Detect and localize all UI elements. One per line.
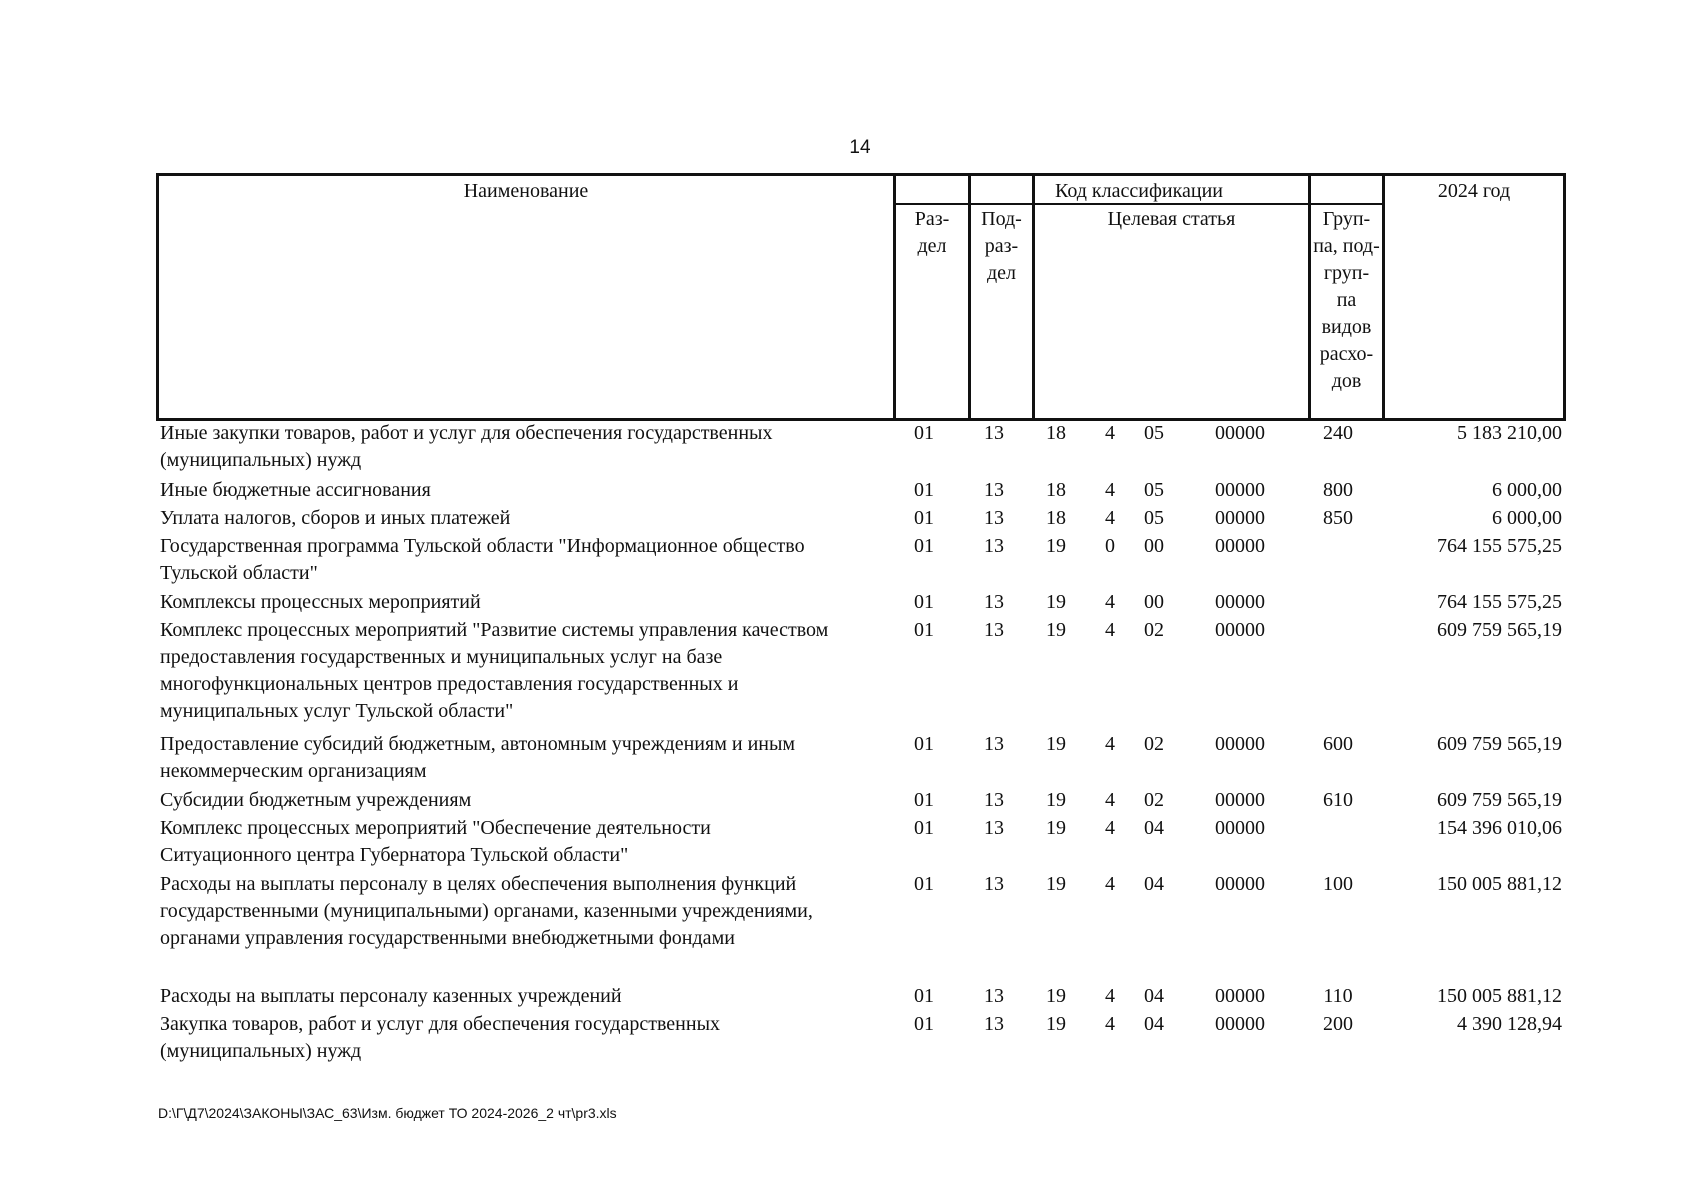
row-section: 01: [914, 985, 934, 1007]
row-subsection: 13: [984, 479, 1004, 501]
row-subsection: 13: [984, 789, 1004, 811]
header-subsection: Под- раз- дел: [981, 208, 1022, 284]
row-target-direction: 00000: [1215, 733, 1265, 755]
row-target-program: 19: [1046, 789, 1066, 811]
row-amount: 764 155 575,25: [1437, 591, 1562, 613]
row-target-program: 19: [1046, 733, 1066, 755]
row-target-direction: 00000: [1215, 817, 1265, 839]
row-target-type: 4: [1105, 422, 1115, 444]
row-amount: 609 759 565,19: [1437, 733, 1562, 755]
row-group: 800: [1323, 479, 1353, 501]
row-section: 01: [914, 789, 934, 811]
row-target-element: 05: [1144, 479, 1164, 501]
row-section: 01: [914, 535, 934, 557]
row-target-element: 05: [1144, 507, 1164, 529]
row-group: 610: [1323, 789, 1353, 811]
row-target-type: 0: [1105, 535, 1115, 557]
row-subsection: 13: [984, 507, 1004, 529]
row-group: 100: [1323, 873, 1353, 895]
row-target-element: 05: [1144, 422, 1164, 444]
row-target-direction: 00000: [1215, 507, 1265, 529]
row-target-program: 19: [1046, 535, 1066, 557]
row-target-type: 4: [1105, 817, 1115, 839]
row-amount: 609 759 565,19: [1437, 789, 1562, 811]
row-target-element: 04: [1144, 817, 1164, 839]
row-section: 01: [914, 619, 934, 641]
row-subsection: 13: [984, 535, 1004, 557]
row-target-direction: 00000: [1215, 1013, 1265, 1035]
row-target-element: 04: [1144, 1013, 1164, 1035]
row-section: 01: [914, 422, 934, 444]
row-target-direction: 00000: [1215, 479, 1265, 501]
row-target-element: 04: [1144, 873, 1164, 895]
row-amount: 4 390 128,94: [1457, 1013, 1562, 1035]
row-target-direction: 00000: [1215, 535, 1265, 557]
row-amount: 6 000,00: [1492, 507, 1562, 529]
row-group: 200: [1323, 1013, 1353, 1035]
row-target-program: 19: [1046, 817, 1066, 839]
row-group: 110: [1323, 985, 1353, 1007]
row-target-direction: 00000: [1215, 789, 1265, 811]
row-group: 850: [1323, 507, 1353, 529]
row-name: Субсидии бюджетным учреждениям: [160, 789, 472, 811]
row-subsection: 13: [984, 817, 1004, 839]
row-target-type: 4: [1105, 479, 1115, 501]
row-target-type: 4: [1105, 619, 1115, 641]
row-target-type: 4: [1105, 591, 1115, 613]
row-target-program: 18: [1046, 507, 1066, 529]
row-subsection: 13: [984, 619, 1004, 641]
divider: [1382, 176, 1385, 418]
row-name: Иные бюджетные ассигнования: [160, 479, 431, 501]
row-target-element: 00: [1144, 591, 1164, 613]
row-target-program: 19: [1046, 591, 1066, 613]
header-section: Раз- дел: [914, 208, 950, 257]
row-target-type: 4: [1105, 789, 1115, 811]
row-target-type: 4: [1105, 733, 1115, 755]
row-amount: 5 183 210,00: [1457, 422, 1562, 444]
row-subsection: 13: [984, 985, 1004, 1007]
row-name: Закупка товаров, работ и услуг для обеспечения государственных (муниципальных) нужд: [160, 1013, 721, 1062]
row-target-type: 4: [1105, 507, 1115, 529]
row-name: Иные закупки товаров, работ и услуг для обеспечения государственных (муниципальных) нужд: [160, 422, 773, 471]
header-classification-code: Код классификации: [1054, 180, 1224, 202]
row-subsection: 13: [984, 733, 1004, 755]
row-target-direction: 00000: [1215, 422, 1265, 444]
row-amount: 154 396 010,06: [1437, 817, 1562, 839]
row-name: Расходы на выплаты персоналу казенных учреждений: [160, 985, 622, 1007]
row-target-element: 04: [1144, 985, 1164, 1007]
row-name: Уплата налогов, сборов и иных платежей: [160, 507, 511, 529]
row-target-direction: 00000: [1215, 873, 1265, 895]
row-target-type: 4: [1105, 873, 1115, 895]
row-target-program: 19: [1046, 985, 1066, 1007]
row-target-direction: 00000: [1215, 591, 1265, 613]
header-name: Наименование: [463, 180, 589, 202]
row-section: 01: [914, 873, 934, 895]
row-name: Комплексы процессных мероприятий: [160, 591, 481, 613]
table-header: [156, 173, 1566, 421]
row-target-element: 02: [1144, 733, 1164, 755]
row-target-type: 4: [1105, 1013, 1115, 1035]
row-target-program: 19: [1046, 619, 1066, 641]
row-target-program: 18: [1046, 422, 1066, 444]
row-name: Расходы на выплаты персоналу в целях обеспечения выполнения функций государственными (муниципальными) органами, казенными учреждениями, органами управления государственными внебюджетными фондами: [160, 873, 813, 949]
row-subsection: 13: [984, 422, 1004, 444]
row-target-program: 19: [1046, 1013, 1066, 1035]
row-subsection: 13: [984, 1013, 1004, 1035]
row-target-direction: 00000: [1215, 985, 1265, 1007]
row-target-program: 18: [1046, 479, 1066, 501]
row-section: 01: [914, 1013, 934, 1035]
row-section: 01: [914, 591, 934, 613]
row-amount: 6 000,00: [1492, 479, 1562, 501]
row-name: Предоставление субсидий бюджетным, автономным учреждениям и иным некоммерческим организациям: [160, 733, 796, 782]
row-group: 240: [1323, 422, 1353, 444]
row-name: Государственная программа Тульской области "Информационное общество Тульской области": [160, 535, 805, 584]
row-subsection: 13: [984, 591, 1004, 613]
row-target-element: 02: [1144, 619, 1164, 641]
row-target-program: 19: [1046, 873, 1066, 895]
header-target-article: Целевая статья: [1107, 208, 1236, 230]
row-section: 01: [914, 817, 934, 839]
file-path-footer: D:\Г\Д7\2024\ЗАКОНЫ\ЗАС_63\Изм. бюджет ТО 2024-2026_2 чт\pr3.xls: [158, 1105, 617, 1121]
row-amount: 150 005 881,12: [1437, 873, 1562, 895]
row-name: Комплекс процессных мероприятий "Обеспечение деятельности Ситуационного центра Губернатора Тульской области": [160, 817, 711, 866]
row-section: 01: [914, 479, 934, 501]
row-amount: 609 759 565,19: [1437, 619, 1562, 641]
row-section: 01: [914, 733, 934, 755]
row-target-type: 4: [1105, 985, 1115, 1007]
row-target-element: 00: [1144, 535, 1164, 557]
row-amount: 764 155 575,25: [1437, 535, 1562, 557]
row-amount: 150 005 881,12: [1437, 985, 1562, 1007]
header-year: 2024 год: [1437, 180, 1511, 202]
row-name: Комплекс процессных мероприятий "Развитие системы управления качеством предоставления государственных и муниципальных услуг на базе многофункциональных центров предоставления государственных и муниципальных услуг Тульской области": [160, 619, 829, 722]
page-number: 14: [849, 137, 871, 158]
header-group: Груп- па, под- груп- па видов расхо- дов: [1313, 208, 1380, 392]
row-target-direction: 00000: [1215, 619, 1265, 641]
row-group: 600: [1323, 733, 1353, 755]
row-subsection: 13: [984, 873, 1004, 895]
row-target-element: 02: [1144, 789, 1164, 811]
row-section: 01: [914, 507, 934, 529]
